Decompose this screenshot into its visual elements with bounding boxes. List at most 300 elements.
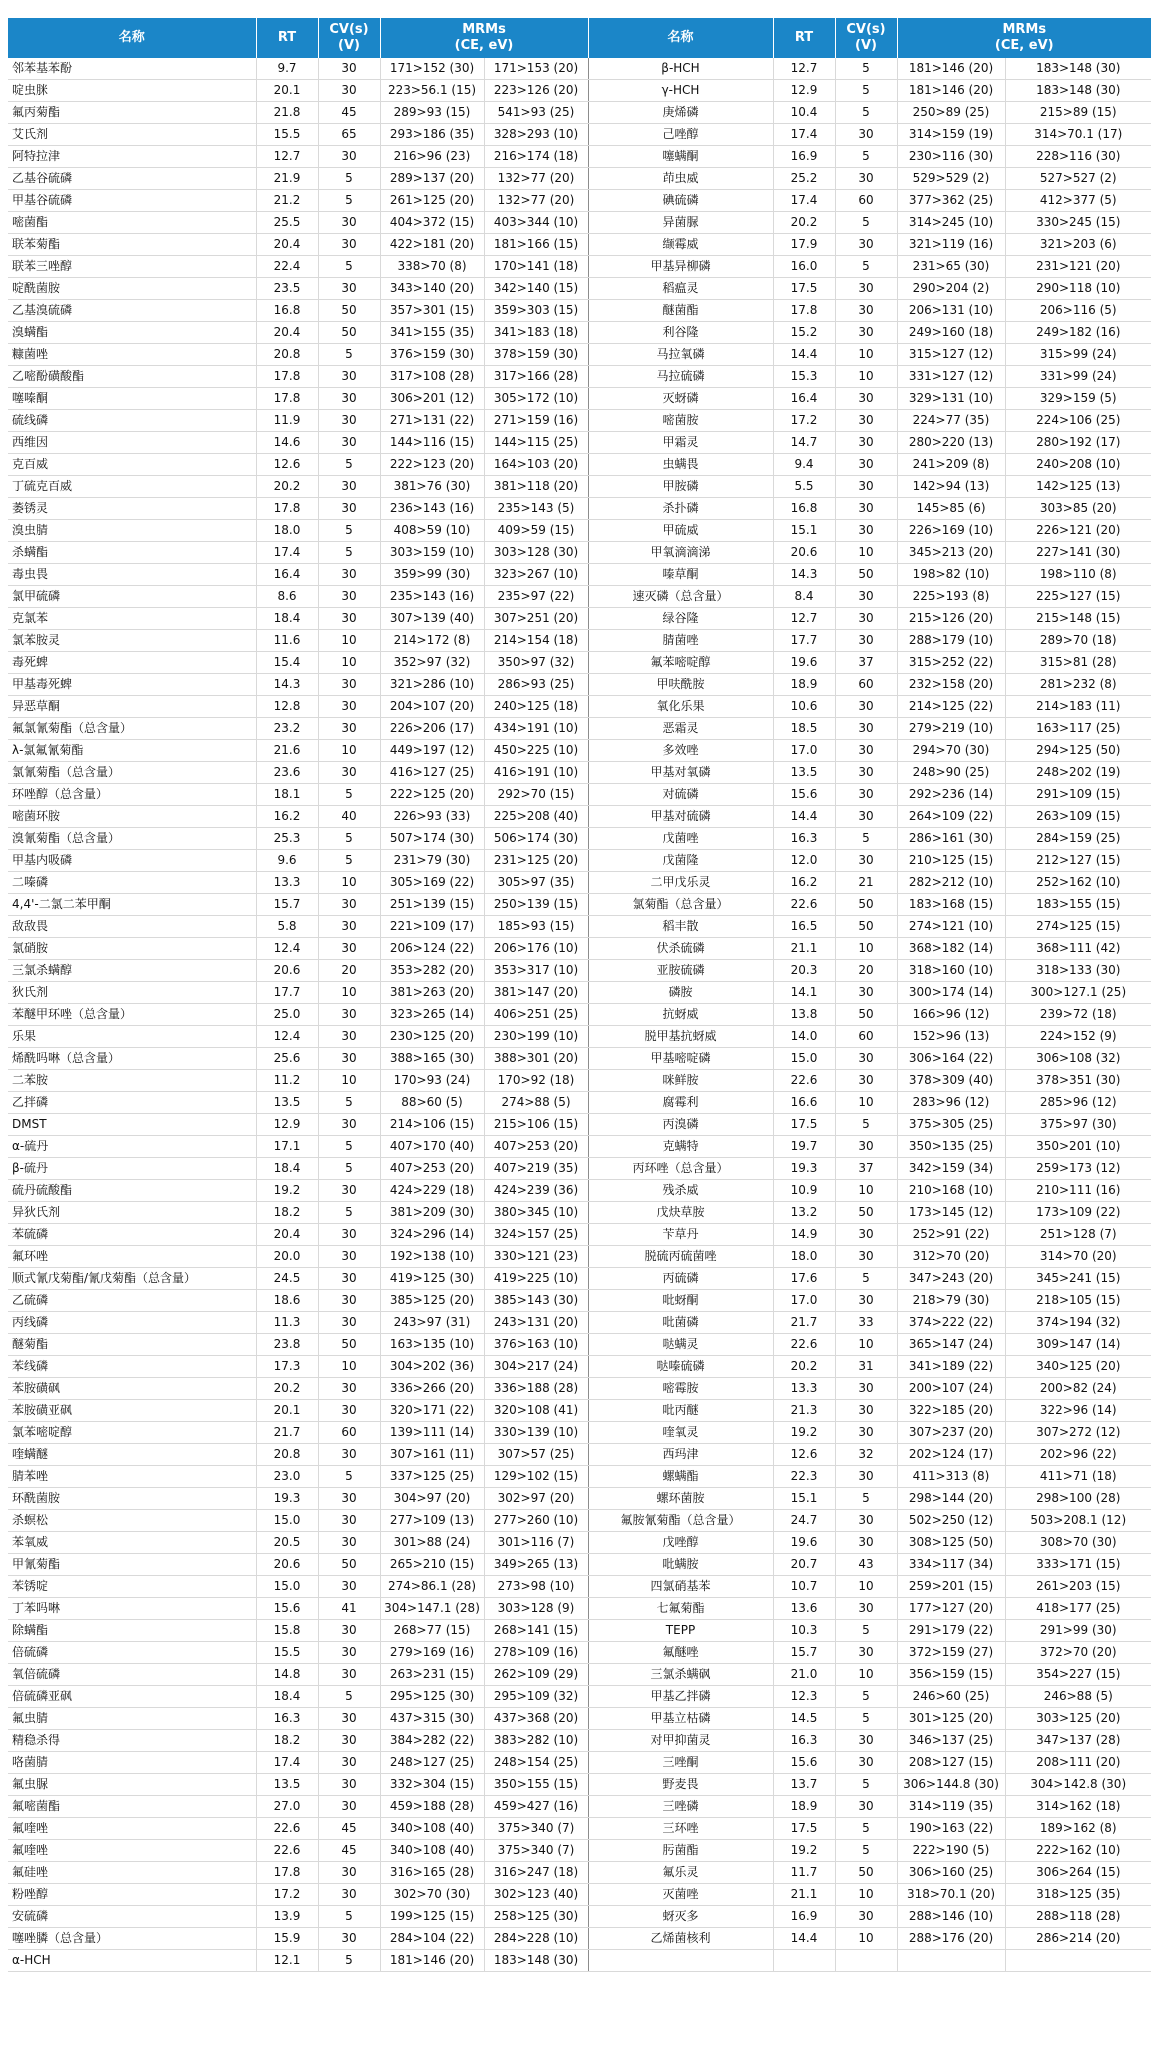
right-cell-m2: 210>111 (16) bbox=[1005, 1180, 1151, 1202]
left-cell-m2: 248>154 (25) bbox=[484, 1752, 588, 1774]
right-cell-m1: 177>127 (20) bbox=[897, 1598, 1005, 1620]
right-cell-name: 丙溴磷 bbox=[588, 1114, 773, 1136]
left-cell-m2: 350>155 (15) bbox=[484, 1774, 588, 1796]
right-cell-name: 缬霉威 bbox=[588, 234, 773, 256]
right-cell-name: 野麦畏 bbox=[588, 1774, 773, 1796]
right-cell-cv: 30 bbox=[835, 1224, 897, 1246]
left-cell-m1: 303>159 (10) bbox=[380, 542, 484, 564]
left-cell-rt: 17.2 bbox=[256, 1884, 318, 1906]
left-cell-m2: 303>128 (30) bbox=[484, 542, 588, 564]
right-cell-rt: 17.6 bbox=[773, 1268, 835, 1290]
right-cell-m2: 224>152 (9) bbox=[1005, 1026, 1151, 1048]
left-cell-m1: 226>206 (17) bbox=[380, 718, 484, 740]
left-cell-rt: 14.8 bbox=[256, 1664, 318, 1686]
right-cell-m1: 368>182 (14) bbox=[897, 938, 1005, 960]
left-cell-m2: 268>141 (15) bbox=[484, 1620, 588, 1642]
right-cell-m2: 198>110 (8) bbox=[1005, 564, 1151, 586]
right-cell-name: 氯菊酯（总含量） bbox=[588, 894, 773, 916]
left-cell-name: 安硫磷 bbox=[8, 1906, 256, 1928]
right-cell-name: 西玛津 bbox=[588, 1444, 773, 1466]
right-cell-m1: 294>70 (30) bbox=[897, 740, 1005, 762]
right-cell-cv: 30 bbox=[835, 1070, 897, 1092]
left-cell-m1: 352>97 (32) bbox=[380, 652, 484, 674]
left-cell-m2: 375>340 (7) bbox=[484, 1840, 588, 1862]
table-body bbox=[8, 58, 1151, 1972]
left-cell-m2: 277>260 (10) bbox=[484, 1510, 588, 1532]
right-cell-name: 甲呋酰胺 bbox=[588, 674, 773, 696]
table-row bbox=[8, 1356, 1151, 1378]
left-cell-m1: 295>125 (30) bbox=[380, 1686, 484, 1708]
header-rt-left: RT bbox=[256, 18, 318, 58]
right-cell-m1: 152>96 (13) bbox=[897, 1026, 1005, 1048]
right-cell-rt: 12.0 bbox=[773, 850, 835, 872]
right-cell-name: 二甲戊乐灵 bbox=[588, 872, 773, 894]
table-row bbox=[8, 124, 1151, 146]
table-row bbox=[8, 1158, 1151, 1180]
right-cell-rt: 5.5 bbox=[773, 476, 835, 498]
right-cell-rt: 22.3 bbox=[773, 1466, 835, 1488]
left-cell-m1: 332>304 (15) bbox=[380, 1774, 484, 1796]
right-cell-rt: 16.5 bbox=[773, 916, 835, 938]
left-cell-m1: 324>296 (14) bbox=[380, 1224, 484, 1246]
left-cell-rt: 15.0 bbox=[256, 1510, 318, 1532]
right-cell-rt: 14.4 bbox=[773, 806, 835, 828]
left-cell-cv: 30 bbox=[318, 718, 380, 740]
right-cell-m1: 200>107 (24) bbox=[897, 1378, 1005, 1400]
right-cell-name: 醚菌酯 bbox=[588, 300, 773, 322]
left-cell-name: 顺式氰戊菊酯/氰戊菊酯（总含量） bbox=[8, 1268, 256, 1290]
right-cell-m1: 356>159 (15) bbox=[897, 1664, 1005, 1686]
right-cell-rt: 12.9 bbox=[773, 80, 835, 102]
left-cell-rt: 17.4 bbox=[256, 542, 318, 564]
right-cell-name: 丙环唑（总含量） bbox=[588, 1158, 773, 1180]
right-cell-m1: 279>219 (10) bbox=[897, 718, 1005, 740]
left-cell-rt: 11.3 bbox=[256, 1312, 318, 1334]
left-cell-name: 甲基谷硫磷 bbox=[8, 190, 256, 212]
left-cell-cv: 50 bbox=[318, 1554, 380, 1576]
right-cell-rt: 12.7 bbox=[773, 608, 835, 630]
left-cell-rt: 14.6 bbox=[256, 432, 318, 454]
left-cell-m1: 171>152 (30) bbox=[380, 58, 484, 80]
left-cell-m1: 277>109 (13) bbox=[380, 1510, 484, 1532]
left-cell-cv: 5 bbox=[318, 520, 380, 542]
left-cell-m2: 388>301 (20) bbox=[484, 1048, 588, 1070]
right-cell-m1: 264>109 (22) bbox=[897, 806, 1005, 828]
left-cell-m2: 419>225 (10) bbox=[484, 1268, 588, 1290]
left-cell-cv: 30 bbox=[318, 1928, 380, 1950]
left-cell-cv: 5 bbox=[318, 1950, 380, 1972]
table-row bbox=[8, 1268, 1151, 1290]
header-name-left: 名称 bbox=[8, 18, 256, 58]
left-cell-rt: 20.8 bbox=[256, 1444, 318, 1466]
right-cell-rt: 17.4 bbox=[773, 190, 835, 212]
right-cell-cv: 30 bbox=[835, 124, 897, 146]
left-cell-rt: 21.2 bbox=[256, 190, 318, 212]
left-cell-name: 腈苯唑 bbox=[8, 1466, 256, 1488]
right-cell-cv: 30 bbox=[835, 850, 897, 872]
left-cell-m1: 422>181 (20) bbox=[380, 234, 484, 256]
right-cell-name: 磷胺 bbox=[588, 982, 773, 1004]
left-cell-rt: 13.5 bbox=[256, 1092, 318, 1114]
left-cell-m2: 350>97 (32) bbox=[484, 652, 588, 674]
right-cell-name: 茚虫威 bbox=[588, 168, 773, 190]
right-cell-name: 螺环菌胺 bbox=[588, 1488, 773, 1510]
left-cell-rt: 17.8 bbox=[256, 388, 318, 410]
right-cell-cv: 20 bbox=[835, 960, 897, 982]
left-cell-name: 粉唑醇 bbox=[8, 1884, 256, 1906]
left-cell-rt: 27.0 bbox=[256, 1796, 318, 1818]
right-cell-rt: 19.6 bbox=[773, 1532, 835, 1554]
right-cell-name: 氟醚唑 bbox=[588, 1642, 773, 1664]
left-cell-cv: 30 bbox=[318, 564, 380, 586]
left-cell-m2: 541>93 (25) bbox=[484, 102, 588, 124]
right-cell-name: 氟胺氰菊酯（总含量） bbox=[588, 1510, 773, 1532]
right-cell-name: β-HCH bbox=[588, 58, 773, 80]
table-row bbox=[8, 674, 1151, 696]
right-cell-m1: 283>96 (12) bbox=[897, 1092, 1005, 1114]
right-cell-m2: 215>89 (15) bbox=[1005, 102, 1151, 124]
right-cell-m1: 224>77 (35) bbox=[897, 410, 1005, 432]
right-cell-rt: 15.0 bbox=[773, 1048, 835, 1070]
right-cell-m2: 307>272 (12) bbox=[1005, 1422, 1151, 1444]
table-row bbox=[8, 168, 1151, 190]
left-cell-m2: 230>199 (10) bbox=[484, 1026, 588, 1048]
left-cell-name: 丙线磷 bbox=[8, 1312, 256, 1334]
left-cell-m1: 385>125 (20) bbox=[380, 1290, 484, 1312]
left-cell-m1: 307>161 (11) bbox=[380, 1444, 484, 1466]
right-cell-name: 三唑磷 bbox=[588, 1796, 773, 1818]
right-cell-name: 嗪草酮 bbox=[588, 564, 773, 586]
right-cell-name: 甲硫威 bbox=[588, 520, 773, 542]
left-cell-m1: 181>146 (20) bbox=[380, 1950, 484, 1972]
right-cell-cv: 21 bbox=[835, 872, 897, 894]
right-cell-rt: 15.1 bbox=[773, 1488, 835, 1510]
table-row bbox=[8, 608, 1151, 630]
left-cell-m1: 223>56.1 (15) bbox=[380, 80, 484, 102]
left-cell-name: 噻唑膦（总含量） bbox=[8, 1928, 256, 1950]
right-cell-name: 嘧霉胺 bbox=[588, 1378, 773, 1400]
right-cell-cv: 30 bbox=[835, 1532, 897, 1554]
right-cell-name: 氟苯嘧啶醇 bbox=[588, 652, 773, 674]
right-cell-rt: 20.3 bbox=[773, 960, 835, 982]
right-cell-m1: 315>127 (12) bbox=[897, 344, 1005, 366]
table-row bbox=[8, 1884, 1151, 1906]
left-cell-m1: 316>165 (28) bbox=[380, 1862, 484, 1884]
right-cell-cv: 5 bbox=[835, 1488, 897, 1510]
right-cell-cv: 30 bbox=[835, 1136, 897, 1158]
table-row bbox=[8, 1202, 1151, 1224]
left-cell-m1: 214>172 (8) bbox=[380, 630, 484, 652]
right-cell-rt: 22.6 bbox=[773, 1070, 835, 1092]
left-cell-rt: 13.3 bbox=[256, 872, 318, 894]
right-cell-m1: 181>146 (20) bbox=[897, 80, 1005, 102]
left-cell-m2: 250>139 (15) bbox=[484, 894, 588, 916]
header-row bbox=[8, 18, 1151, 58]
left-cell-cv: 30 bbox=[318, 1048, 380, 1070]
left-cell-cv: 30 bbox=[318, 146, 380, 168]
left-cell-m2: 305>97 (35) bbox=[484, 872, 588, 894]
left-cell-m2: 383>282 (10) bbox=[484, 1730, 588, 1752]
left-cell-rt: 11.2 bbox=[256, 1070, 318, 1092]
left-cell-m2: 206>176 (10) bbox=[484, 938, 588, 960]
left-cell-m2: 170>92 (18) bbox=[484, 1070, 588, 1092]
left-cell-rt: 24.5 bbox=[256, 1268, 318, 1290]
left-cell-rt: 23.8 bbox=[256, 1334, 318, 1356]
right-cell-m2: 290>118 (10) bbox=[1005, 278, 1151, 300]
left-cell-cv: 30 bbox=[318, 1378, 380, 1400]
left-cell-name: 萎锈灵 bbox=[8, 498, 256, 520]
left-cell-m1: 251>139 (15) bbox=[380, 894, 484, 916]
left-cell-cv: 30 bbox=[318, 608, 380, 630]
right-cell-name: 碘硫磷 bbox=[588, 190, 773, 212]
left-cell-rt: 8.6 bbox=[256, 586, 318, 608]
left-cell-m2: 407>219 (35) bbox=[484, 1158, 588, 1180]
left-cell-m1: 381>209 (30) bbox=[380, 1202, 484, 1224]
right-cell-m1: 315>252 (22) bbox=[897, 652, 1005, 674]
left-cell-name: 阿特拉津 bbox=[8, 146, 256, 168]
right-cell-cv: 30 bbox=[835, 322, 897, 344]
right-cell-m2: 251>128 (7) bbox=[1005, 1224, 1151, 1246]
left-cell-m2: 328>293 (10) bbox=[484, 124, 588, 146]
right-cell-cv: 30 bbox=[835, 388, 897, 410]
table-row bbox=[8, 1400, 1151, 1422]
left-cell-name: 联苯三唑醇 bbox=[8, 256, 256, 278]
right-cell-rt: 13.5 bbox=[773, 762, 835, 784]
right-cell-name: 己唑醇 bbox=[588, 124, 773, 146]
right-cell-name: 脱硫丙硫菌唑 bbox=[588, 1246, 773, 1268]
left-cell-name: 氟喹唑 bbox=[8, 1818, 256, 1840]
right-cell-cv: 5 bbox=[835, 1708, 897, 1730]
left-cell-cv: 20 bbox=[318, 960, 380, 982]
left-cell-rt: 15.7 bbox=[256, 894, 318, 916]
left-cell-name: 硫线磷 bbox=[8, 410, 256, 432]
left-cell-m2: 132>77 (20) bbox=[484, 190, 588, 212]
left-cell-name: 毒虫畏 bbox=[8, 564, 256, 586]
right-cell-m2: 331>99 (24) bbox=[1005, 366, 1151, 388]
right-cell-m2: 281>232 (8) bbox=[1005, 674, 1151, 696]
right-cell-name: 残杀威 bbox=[588, 1180, 773, 1202]
left-cell-m2: 302>123 (40) bbox=[484, 1884, 588, 1906]
left-cell-cv: 30 bbox=[318, 1312, 380, 1334]
right-cell-m1: 365>147 (24) bbox=[897, 1334, 1005, 1356]
right-cell-name: 甲基嘧啶磷 bbox=[588, 1048, 773, 1070]
left-cell-name: 艾氏剂 bbox=[8, 124, 256, 146]
right-cell-m1: 232>158 (20) bbox=[897, 674, 1005, 696]
left-cell-m1: 226>93 (33) bbox=[380, 806, 484, 828]
table-row bbox=[8, 1642, 1151, 1664]
left-cell-m1: 204>107 (20) bbox=[380, 696, 484, 718]
right-cell-m2: 291>99 (30) bbox=[1005, 1620, 1151, 1642]
left-cell-name: 氯苯胺灵 bbox=[8, 630, 256, 652]
table-row bbox=[8, 366, 1151, 388]
right-cell-rt: 12.7 bbox=[773, 58, 835, 80]
right-cell-cv: 5 bbox=[835, 80, 897, 102]
right-cell-m2: 333>171 (15) bbox=[1005, 1554, 1151, 1576]
table-row bbox=[8, 1598, 1151, 1620]
left-cell-m1: 304>202 (36) bbox=[380, 1356, 484, 1378]
right-cell-m2: 306>108 (32) bbox=[1005, 1048, 1151, 1070]
left-cell-cv: 30 bbox=[318, 894, 380, 916]
right-cell-name: 甲基对氧磷 bbox=[588, 762, 773, 784]
left-cell-cv: 30 bbox=[318, 1246, 380, 1268]
left-cell-m2: 359>303 (15) bbox=[484, 300, 588, 322]
table-row bbox=[8, 1224, 1151, 1246]
right-cell-m2: 372>70 (20) bbox=[1005, 1642, 1151, 1664]
table-row bbox=[8, 1422, 1151, 1444]
left-cell-m1: 284>104 (22) bbox=[380, 1928, 484, 1950]
left-cell-name: 乙嘧酚磺酸酯 bbox=[8, 366, 256, 388]
left-cell-m1: 268>77 (15) bbox=[380, 1620, 484, 1642]
right-cell-m2: 224>106 (25) bbox=[1005, 410, 1151, 432]
left-cell-cv: 10 bbox=[318, 652, 380, 674]
left-cell-m1: 359>99 (30) bbox=[380, 564, 484, 586]
left-cell-cv: 5 bbox=[318, 1466, 380, 1488]
left-cell-cv: 5 bbox=[318, 1202, 380, 1224]
right-cell-rt: 16.8 bbox=[773, 498, 835, 520]
right-cell-name: TEPP bbox=[588, 1620, 773, 1642]
left-cell-cv: 30 bbox=[318, 212, 380, 234]
left-cell-rt: 11.6 bbox=[256, 630, 318, 652]
left-cell-m1: 248>127 (25) bbox=[380, 1752, 484, 1774]
right-cell-rt: 17.7 bbox=[773, 630, 835, 652]
left-cell-m2: 292>70 (15) bbox=[484, 784, 588, 806]
right-cell-cv: 5 bbox=[835, 212, 897, 234]
right-cell-m2: 280>192 (17) bbox=[1005, 432, 1151, 454]
right-cell-name: 吡丙醚 bbox=[588, 1400, 773, 1422]
right-cell-m2: 368>111 (42) bbox=[1005, 938, 1151, 960]
right-cell-m1: 329>131 (10) bbox=[897, 388, 1005, 410]
left-cell-m2: 330>121 (23) bbox=[484, 1246, 588, 1268]
right-cell-cv: 30 bbox=[835, 454, 897, 476]
left-cell-cv: 30 bbox=[318, 1026, 380, 1048]
left-cell-m2: 381>118 (20) bbox=[484, 476, 588, 498]
left-cell-cv: 30 bbox=[318, 410, 380, 432]
right-cell-cv: 30 bbox=[835, 696, 897, 718]
left-cell-m1: 231>79 (30) bbox=[380, 850, 484, 872]
right-cell-rt: 20.2 bbox=[773, 212, 835, 234]
right-cell-cv: 30 bbox=[835, 762, 897, 784]
left-cell-m1: 305>169 (22) bbox=[380, 872, 484, 894]
left-cell-rt: 12.7 bbox=[256, 146, 318, 168]
left-cell-cv: 5 bbox=[318, 344, 380, 366]
right-cell-m2: 314>162 (18) bbox=[1005, 1796, 1151, 1818]
left-cell-name: 氧倍硫磷 bbox=[8, 1664, 256, 1686]
right-cell-m1: 173>145 (12) bbox=[897, 1202, 1005, 1224]
right-cell-rt: 15.6 bbox=[773, 784, 835, 806]
left-cell-rt: 13.5 bbox=[256, 1774, 318, 1796]
left-cell-cv: 30 bbox=[318, 938, 380, 960]
right-cell-name: 甲基异柳磷 bbox=[588, 256, 773, 278]
right-cell-name: 速灭磷（总含量） bbox=[588, 586, 773, 608]
left-cell-rt: 25.3 bbox=[256, 828, 318, 850]
right-cell-name: 吡菌磷 bbox=[588, 1312, 773, 1334]
left-cell-rt: 18.4 bbox=[256, 1158, 318, 1180]
right-cell-m1: 375>305 (25) bbox=[897, 1114, 1005, 1136]
left-cell-cv: 30 bbox=[318, 1884, 380, 1906]
right-cell-m1: 346>137 (25) bbox=[897, 1730, 1005, 1752]
left-cell-m2: 170>141 (18) bbox=[484, 256, 588, 278]
table-row bbox=[8, 762, 1151, 784]
left-cell-name: 苯醚甲环唑（总含量） bbox=[8, 1004, 256, 1026]
table-row bbox=[8, 344, 1151, 366]
left-cell-m1: 404>372 (15) bbox=[380, 212, 484, 234]
table-row bbox=[8, 652, 1151, 674]
right-cell-rt: 16.3 bbox=[773, 1730, 835, 1752]
table-row bbox=[8, 454, 1151, 476]
right-cell-rt: 15.2 bbox=[773, 322, 835, 344]
left-cell-name: 西维因 bbox=[8, 432, 256, 454]
right-cell-name: 甲霜灵 bbox=[588, 432, 773, 454]
table-row bbox=[8, 432, 1151, 454]
left-cell-cv: 10 bbox=[318, 1070, 380, 1092]
right-cell-m1: 341>189 (22) bbox=[897, 1356, 1005, 1378]
table-row bbox=[8, 630, 1151, 652]
right-cell-m2: 214>183 (11) bbox=[1005, 696, 1151, 718]
table-row bbox=[8, 586, 1151, 608]
right-cell-m2: 142>125 (13) bbox=[1005, 476, 1151, 498]
table-row bbox=[8, 520, 1151, 542]
table-row bbox=[8, 1312, 1151, 1334]
right-cell-cv: 30 bbox=[835, 1466, 897, 1488]
right-cell-rt: 17.9 bbox=[773, 234, 835, 256]
right-cell-m1: 312>70 (20) bbox=[897, 1246, 1005, 1268]
right-cell-m2: 418>177 (25) bbox=[1005, 1598, 1151, 1620]
left-cell-m2: 225>208 (40) bbox=[484, 806, 588, 828]
right-cell-cv: 10 bbox=[835, 1092, 897, 1114]
left-cell-m1: 235>143 (16) bbox=[380, 586, 484, 608]
left-cell-cv: 5 bbox=[318, 190, 380, 212]
right-cell-m2: 309>147 (14) bbox=[1005, 1334, 1151, 1356]
right-cell-name: 肟菌酯 bbox=[588, 1840, 773, 1862]
right-cell-name: 甲氧滴滴涕 bbox=[588, 542, 773, 564]
table-row bbox=[8, 1136, 1151, 1158]
left-cell-name: 杀螨酯 bbox=[8, 542, 256, 564]
left-cell-m2: 353>317 (10) bbox=[484, 960, 588, 982]
table-row bbox=[8, 410, 1151, 432]
right-cell-name: 恶霜灵 bbox=[588, 718, 773, 740]
left-cell-rt: 23.5 bbox=[256, 278, 318, 300]
right-cell-name: 戊炔草胺 bbox=[588, 1202, 773, 1224]
header-cv-right bbox=[835, 18, 897, 58]
left-cell-m2: 301>116 (7) bbox=[484, 1532, 588, 1554]
right-cell-cv: 5 bbox=[835, 1686, 897, 1708]
right-cell-name: 甲基立枯磷 bbox=[588, 1708, 773, 1730]
left-cell-cv: 5 bbox=[318, 256, 380, 278]
left-cell-m1: 221>109 (17) bbox=[380, 916, 484, 938]
right-cell-rt: 15.3 bbox=[773, 366, 835, 388]
right-cell-cv: 30 bbox=[835, 300, 897, 322]
left-cell-rt: 18.2 bbox=[256, 1202, 318, 1224]
left-cell-name: 二嗪磷 bbox=[8, 872, 256, 894]
left-cell-m2: 262>109 (29) bbox=[484, 1664, 588, 1686]
right-cell-name: 腐霉利 bbox=[588, 1092, 773, 1114]
right-cell-m2: 304>142.8 (30) bbox=[1005, 1774, 1151, 1796]
right-cell-cv: 33 bbox=[835, 1312, 897, 1334]
right-cell-cv: 31 bbox=[835, 1356, 897, 1378]
left-cell-rt: 18.6 bbox=[256, 1290, 318, 1312]
right-cell-m2: 263>109 (15) bbox=[1005, 806, 1151, 828]
left-cell-cv: 30 bbox=[318, 1774, 380, 1796]
right-cell-rt: 22.6 bbox=[773, 1334, 835, 1356]
left-cell-m2: 437>368 (20) bbox=[484, 1708, 588, 1730]
right-cell-m2: 225>127 (15) bbox=[1005, 586, 1151, 608]
left-cell-rt: 13.9 bbox=[256, 1906, 318, 1928]
left-cell-m2: 406>251 (25) bbox=[484, 1004, 588, 1026]
right-cell-name: 氟乐灵 bbox=[588, 1862, 773, 1884]
left-cell-cv: 30 bbox=[318, 1268, 380, 1290]
right-cell-cv: 32 bbox=[835, 1444, 897, 1466]
table-row bbox=[8, 1466, 1151, 1488]
